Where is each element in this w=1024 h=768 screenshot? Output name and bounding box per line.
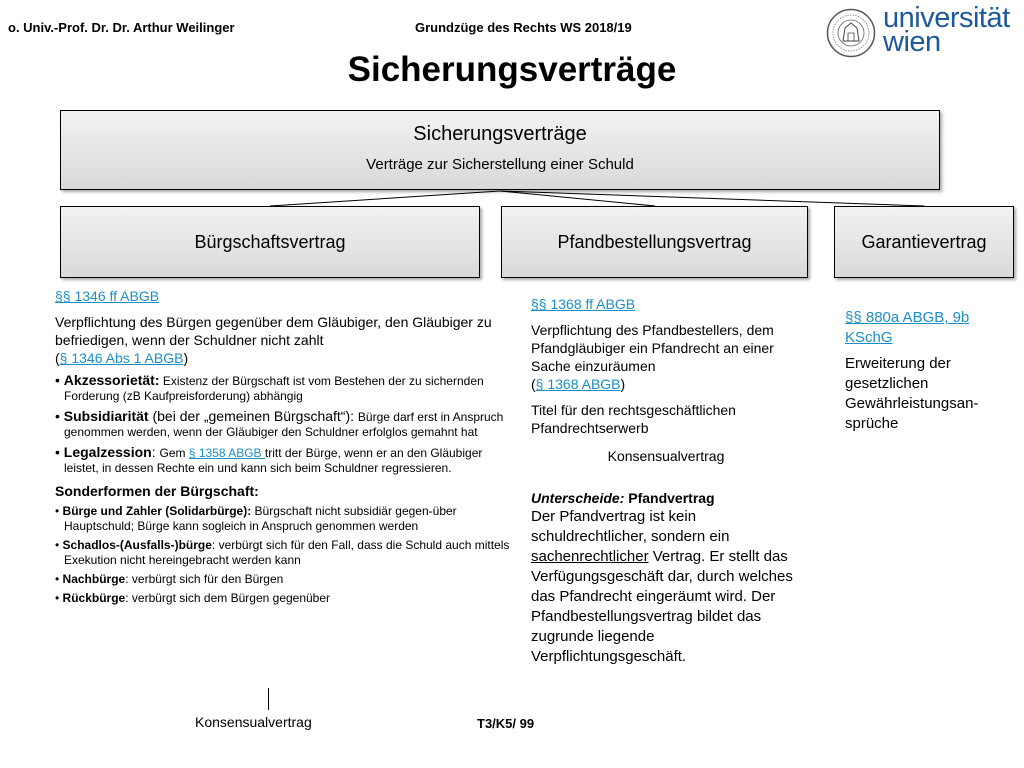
ref-link-1358[interactable]: § 1358 ABGB [188,446,265,460]
buergschaft-definition [55,313,515,367]
wordmark-line2: wien [883,26,941,58]
sonder-text: : verbürgt sich für den Bürgen [125,572,284,586]
bullet-akzessorietaet [55,373,515,404]
sonder-term: Bürge und Zahler (Solidarbürge): [62,504,252,518]
konsens-connector [268,688,269,710]
bullet-text: Bürge darf erst in Anspruch genommen werden, wenn der Gläubiger den Schuldner erfolglos gemahnt hat [64,410,504,439]
paren-open: ( [531,376,536,392]
footer-page-number: T3/K5/ 99 [477,716,535,731]
sonder-term: Rückbürge [62,591,126,605]
explanation-underlined: sachenrechtlicher [531,548,649,565]
bullet-text: Existenz der Bürgschaft ist vom Bestehen der zu sichernden Forderung (zB Kaufpreisforderung) abhängig [64,374,484,403]
paren-close: ) [620,376,626,392]
garantie-text: Erweiterung der gesetzlichen Gewährleistungsan-sprüche [845,355,979,432]
konsensualvertrag-label-2: Konsensualvertrag [607,448,725,464]
pfand-titel: Titel für den rechtsgeschäftlichen Pfandrechtserwerb [531,402,736,436]
university-wordmark [883,2,1010,58]
bullet-dot: • [55,372,64,388]
paren-close: ) [183,350,189,366]
bullet-lead: (bei der „gemeinen Bürgschaft“): [148,408,358,424]
definition-text: Verpflichtung des Pfandbestellers, dem Pfandgläubiger ein Pfandrecht an einer Sache einzuräumen [531,322,774,374]
bullet-title: Subsidiarität [63,408,149,424]
pfand-definition [531,321,801,393]
ref-link-1368[interactable]: §§ 1368 ff ABGB [531,296,636,312]
bullet-title: Legalzession [63,444,152,460]
ref-link-880a[interactable]: §§ 880a ABGB, 9b KSchG [845,309,970,346]
paren-open: ( [55,350,60,366]
bullet-dot: • [55,444,64,460]
unterscheide-label: Unterscheide: [531,490,625,506]
sicherungsvertraege-box [60,110,940,190]
bullet-dot: • [55,408,64,424]
category-garantievertrag: Garantievertrag [834,206,1014,278]
unterscheide-term: Pfandvertrag [624,490,715,506]
explanation-post: Vertrag. Er stellt das Verfügungsgeschäft dar, durch welches das Pfandrecht eingeräumt wird. Der Pfandbestellungsvertrag bildet das zugrunde liegende Verpflichtungsgeschäft. [531,548,793,665]
explanation-pre: Der Pfandvertrag ist kein schuldrechtlicher, sondern ein [531,508,730,545]
pfand-column [531,295,801,667]
konsensualvertrag-label-1: Konsensualvertrag [195,714,312,730]
sonderformen-title: Sonderformen der Bürgschaft: [55,483,259,499]
unterscheide-heading [531,489,801,507]
pfandvertrag-explanation [531,507,801,667]
sonder-text: : verbürgt sich dem Bürgen gegenüber [125,591,331,605]
ref-link-1346[interactable]: §§ 1346 ff ABGB [55,288,160,304]
bullet-title: Akzessorietät: [63,372,160,388]
sonder-term: Schadlos-(Ausfalls-)bürge [62,538,212,552]
buergschaft-column [55,287,515,610]
header-course: Grundzüge des Rechts WS 2018/19 [415,20,632,35]
category-buergschaftsvertrag: Bürgschaftsvertrag [60,206,480,278]
page-title: Sicherungsverträge [347,50,677,89]
sonder-text: Bürgschaft nicht subsidiär gegen-über Hauptschuld; Bürge kann sogleich in Anspruch genommen werden [64,504,457,533]
category-pfandbestellungsvertrag: Pfandbestellungsvertrag [501,206,808,278]
bullet-pre: Gem [159,446,189,460]
sonder-text: : verbürgt sich für den Fall, dass die Schuld auch mittels Exekution nicht hereingebracht werden kann [64,538,510,567]
sonder-item: • Bürge und Zahler (Solidarbürge): Bürgschaft nicht subsidiär gegen-über Hauptschuld; Bürge kann sogleich in Anspruch genommen werden [55,504,457,533]
sonder-item: • Nachbürge: verbürgt sich für den Bürgen [55,572,284,586]
header-author: o. Univ.-Prof. Dr. Dr. Arthur Weilinger [8,20,235,35]
sonder-term: Nachbürge [62,572,126,586]
wordmark-line1: universität [883,2,1010,34]
bullet-subsidiaritaet [55,409,515,440]
bullet-text: tritt der Bürge, wenn er an den Gläubiger leistet, in dessen Rechte ein und kann sich beim Schuldner regressieren. [64,446,483,475]
definition-text: Verpflichtung des Bürgen gegenüber dem Gläubiger, den Gläubiger zu befriedigen, wenn der Schuldner nicht zahlt [55,314,492,348]
top-box-subtitle: Verträge zur Sicherstellung einer Schuld [366,156,634,173]
bullet-lead: : [151,444,160,460]
sonder-item: • Rückbürge: verbürgt sich dem Bürgen gegenüber [55,591,331,605]
top-box-title: Sicherungsverträge [413,123,587,145]
bullet-legalzession [55,445,515,476]
ref-link-1346-abs1[interactable]: § 1346 Abs 1 ABGB [59,350,184,366]
ref-link-1368-inline[interactable]: § 1368 ABGB [535,376,621,392]
sonder-item: • Schadlos-(Ausfalls-)bürge: verbürgt sich für den Fall, dass die Schuld auch mittels Exekution nicht hereingebracht werden kann [55,538,510,567]
garantie-column [845,308,1015,434]
